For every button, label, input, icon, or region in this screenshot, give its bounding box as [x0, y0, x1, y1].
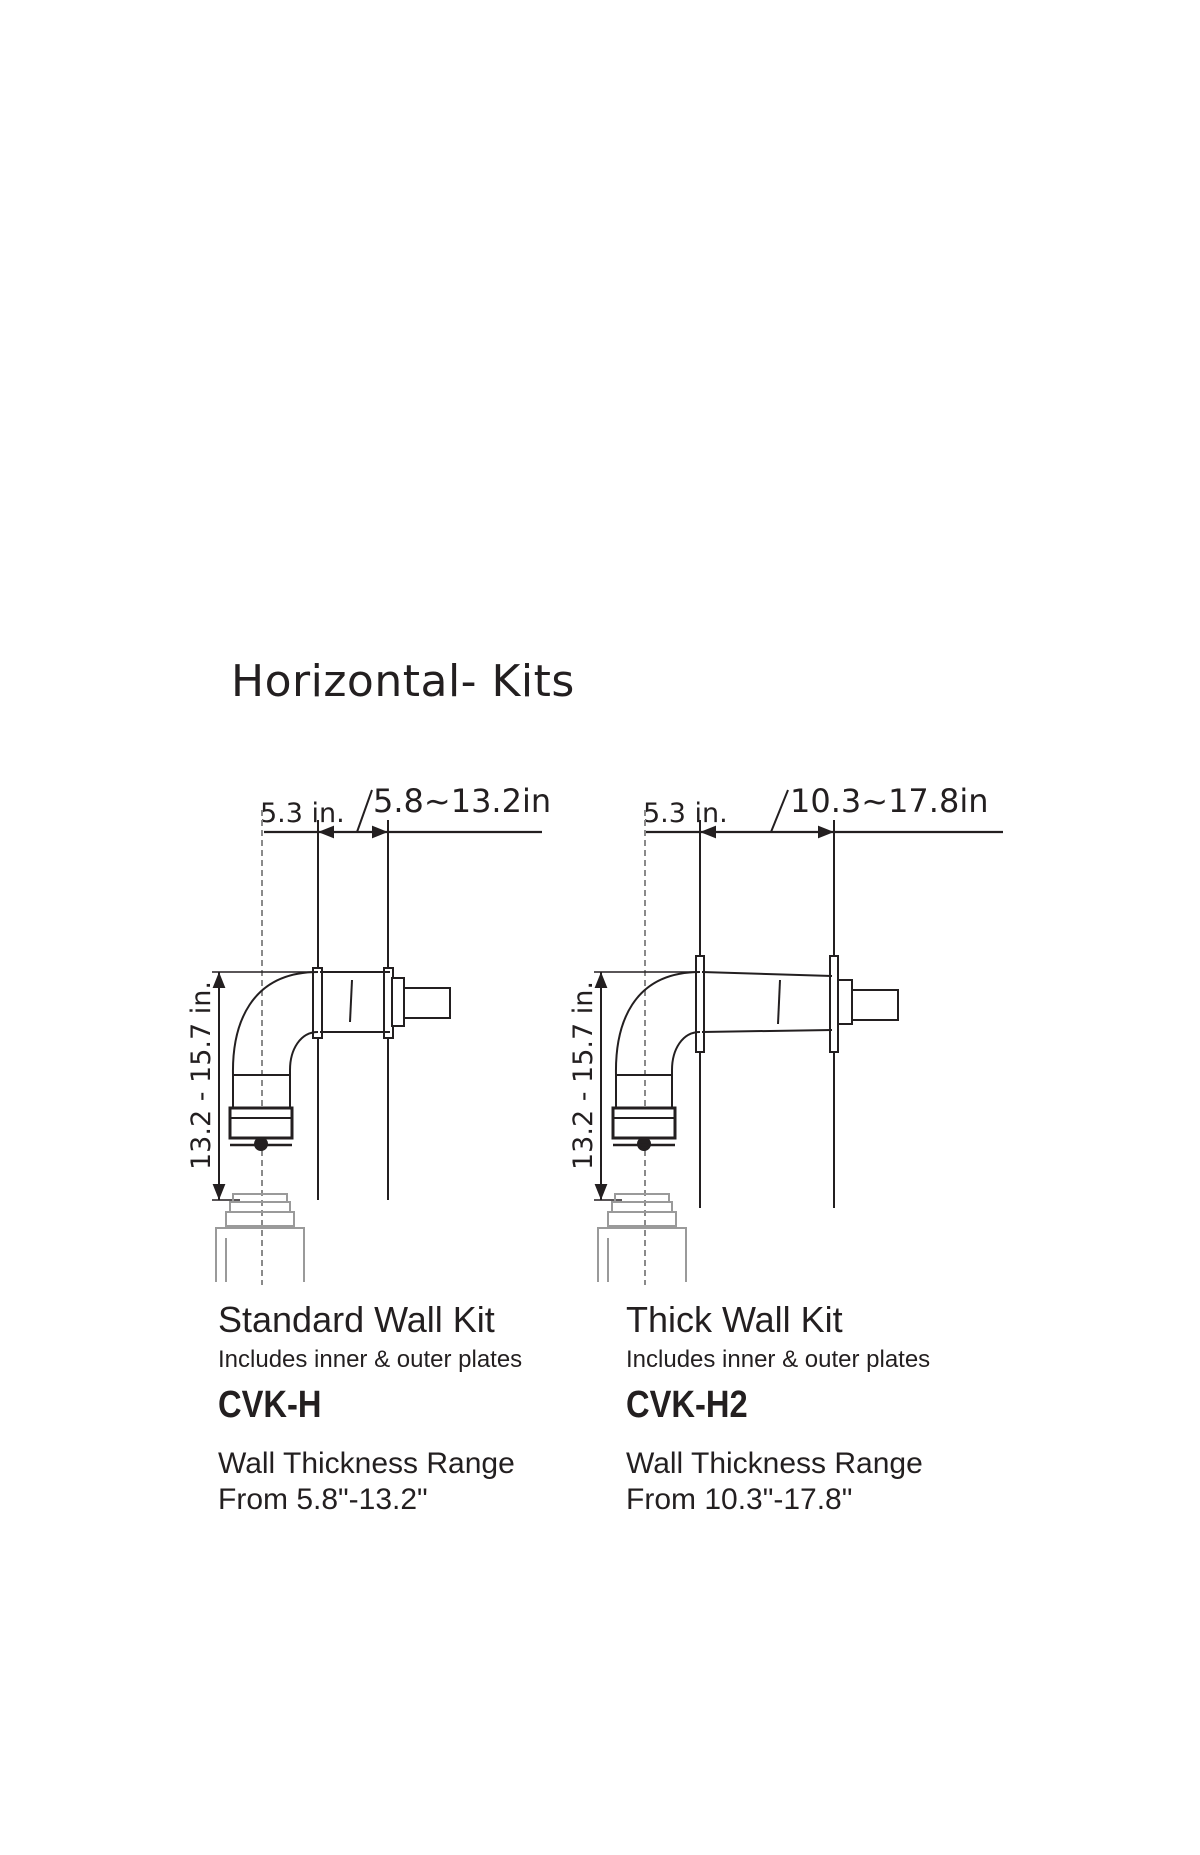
kit-model-number: CVK-H [218, 1384, 322, 1426]
wall-thickness-label: Wall Thickness Range [626, 1447, 923, 1480]
standard-kit-drawing [186, 782, 551, 1285]
thick-kit-drawing [568, 782, 1003, 1285]
standard-height-dimension: 13.2 - 15.7 in. [186, 981, 217, 1170]
kit-name: Standard Wall Kit [218, 1299, 495, 1340]
thick-offset-dimension: 5.3 in. [643, 798, 728, 829]
page-title: Horizontal- Kits [231, 656, 575, 707]
kit-includes: Includes inner & outer plates [218, 1346, 523, 1373]
standard-kit-info [218, 1299, 523, 1518]
wall-thickness-value: From 5.8"-13.2" [218, 1483, 428, 1516]
kit-model-number: CVK-H2 [626, 1384, 748, 1426]
kit-includes: Includes inner & outer plates [626, 1346, 931, 1373]
standard-wall-dimension: 5.8~13.2in [373, 782, 552, 820]
standard-offset-dimension: 5.3 in. [260, 798, 345, 829]
thick-height-dimension: 13.2 - 15.7 in. [568, 981, 599, 1170]
kit-name: Thick Wall Kit [626, 1299, 843, 1340]
wall-thickness-value: From 10.3"-17.8" [626, 1483, 853, 1516]
thick-wall-dimension: 10.3~17.8in [790, 782, 989, 820]
thick-kit-info [626, 1299, 931, 1518]
wall-thickness-label: Wall Thickness Range [218, 1447, 515, 1480]
